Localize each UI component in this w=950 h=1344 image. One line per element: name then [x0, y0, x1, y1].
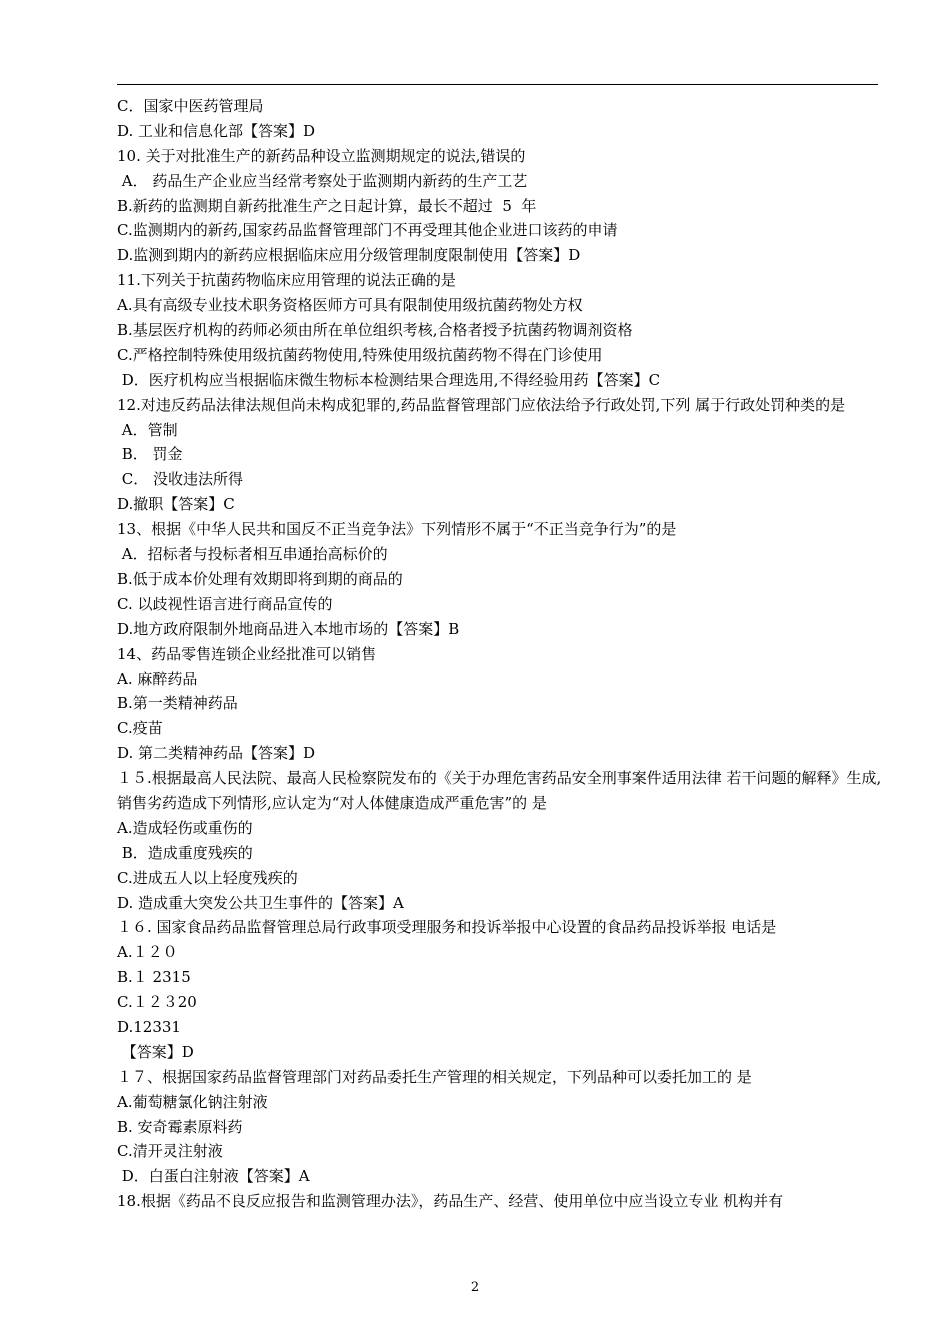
text-line: D.监测到期内的新药应根据临床应用分级管理制度限制使用【答案】D [117, 246, 581, 265]
text-line: A.造成轻伤或重伤的 [117, 818, 253, 837]
text-line: D. 第二类精神药品【答案】D [117, 744, 316, 763]
header-rule [117, 84, 878, 85]
text-line: A.具有高级专业技术职务资格医师方可具有限制使用级抗菌药物处方权 [117, 296, 583, 315]
page-number: 2 [470, 1280, 480, 1295]
text-line: B． 罚金 [117, 445, 183, 464]
text-line: D. 工业和信息化部【答案】D [117, 121, 316, 140]
text-line: A.葡萄糖氯化钠注射液 [117, 1092, 268, 1111]
question-15: １５.根据最高人民法院、最高人民检察院发布的《关于办理危害药品安全刑事案件适用法律 若干问题的解释》生成,销售劣药造成下列情形,应认定为“对人体健康造成严重危害”的 是 [117, 769, 882, 812]
text-line: C.１２３20 [117, 993, 197, 1012]
text-line: C．国家中医药管理局 [117, 97, 264, 115]
text-line: B．造成重度残疾的 [117, 843, 253, 862]
text-line: D.地方政府限制外地商品进入本地市场的【答案】B [117, 619, 460, 638]
text-line: B.１ 2315 [117, 968, 191, 987]
text-line: D.12331 [117, 1018, 181, 1036]
question-10: 10. 关于对批准生产的新药品种设立监测期规定的说法,错误的 [117, 146, 526, 165]
text-line: B.基层医疗机构的药师必须由所在单位组织考核,合格者授予抗菌药物调剂资格 [117, 321, 633, 340]
text-line: C.进成五人以上轻度残疾的 [117, 868, 298, 887]
text-line: A．管制 [117, 420, 178, 439]
text-line: C.严格控制特殊使用级抗菌药物使用,特殊使用级抗菌药物不得在门诊使用 [117, 345, 603, 364]
text-line: D．白蛋白注射液【答案】A [117, 1167, 310, 1186]
text-line: 【答案】D [117, 1042, 194, 1061]
text-line: C.疫苗 [117, 719, 163, 738]
text-line: D.撤职【答案】C [117, 495, 235, 514]
question-14: 14、药品零售连锁企业经批准可以销售 [117, 644, 377, 663]
text-line: B. 安奇霉素原料药 [117, 1117, 243, 1136]
text-line: A． 药品生产企业应当经常考察处于监测期内新药的生产工艺 [117, 171, 528, 190]
text-line: C.监测期内的新药,国家药品监督管理部门不再受理其他企业进口该药的申请 [117, 221, 618, 240]
text-line: A. 麻醉药品 [117, 669, 198, 688]
document-body [117, 94, 882, 1214]
text-line: D．医疗机构应当根据临床微生物标本检测结果合理选用,不得经验用药【答案】C [117, 370, 661, 389]
question-12: 12.对违反药品法律法规但尚未构成犯罪的,药品监督管理部门应依法给予行政处罚,下列 属于行政处罚种类的是 [117, 395, 846, 414]
question-16: １６. 国家食品药品监督管理总局行政事项受理服务和投诉举报中心设置的食品药品投诉举报 电话是 [117, 918, 777, 937]
text-line: B.第一类精神药品 [117, 694, 238, 713]
text-line: C. 以歧视性语言进行商品宣传的 [117, 594, 333, 613]
question-11: 11.下列关于抗菌药物临床应用管理的说法正确的是 [117, 271, 456, 290]
text-line: B.新药的监测期自新药批准生产之日起计算，最长不超过 5 年 [117, 196, 537, 215]
question-18: 18.根据《药品不良反应报告和监测管理办法》，药品生产、经营、使用单位中应当设立专业 机构并有 [117, 1192, 784, 1211]
text-line: C.清开灵注射液 [117, 1142, 223, 1161]
question-17: １７、根据国家药品监督管理部门对药品委托生产管理的相关规定，下列品种可以委托加工的 是 [117, 1067, 752, 1086]
question-13: 13、根据《中华人民共和国反不正当竞争法》下列情形不属于“不正当竞争行为”的是 [117, 520, 677, 539]
text-line: B.低于成本价处理有效期即将到期的商品的 [117, 569, 403, 588]
text-line: A.１２０ [117, 943, 178, 962]
text-line: C． 没收违法所得 [117, 470, 244, 489]
text-line: D. 造成重大突发公共卫生事件的【答案】A [117, 893, 404, 912]
text-line: A．招标者与投标者相互串通抬高标价的 [117, 545, 388, 564]
